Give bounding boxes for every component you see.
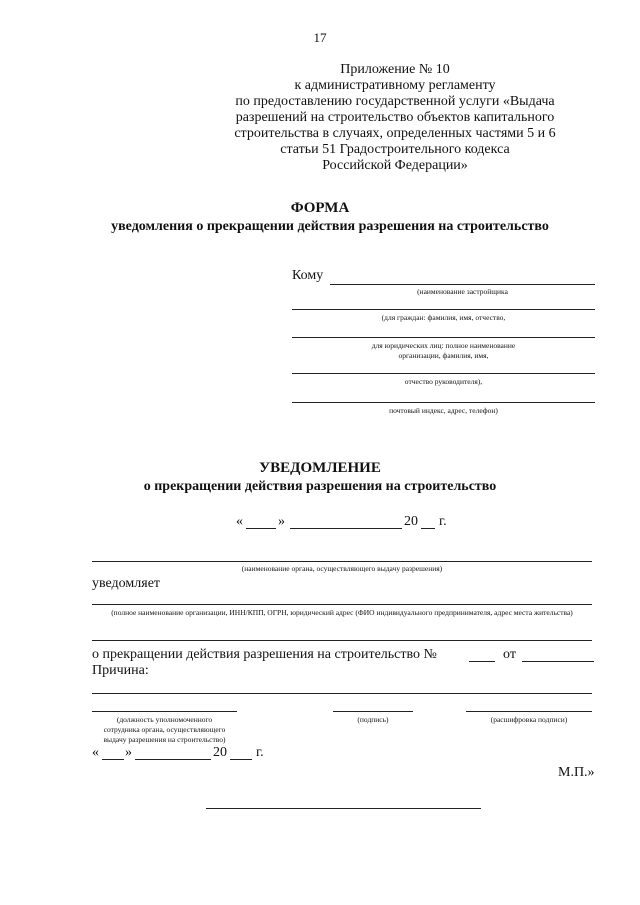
termination-text: о прекращении действия разрешения на строительство №: [92, 647, 437, 662]
bottom-date-open-quote: «: [92, 745, 99, 760]
appendix-line-5: строительства в случаях, определенных частями 5 и 6: [234, 126, 556, 141]
organization-line[interactable]: [92, 604, 592, 605]
reason-line[interactable]: [92, 693, 592, 694]
form-subtitle: уведомления о прекращении действия разрешения на строительство: [111, 219, 549, 234]
organization-hint: (полное наименование организации, ИНН/КПП, ОГРН, юридический адрес (ФИО индивидуального предпринимателя, адрес места жительства): [111, 608, 573, 617]
date-day-field[interactable]: [246, 528, 276, 529]
decoding-line[interactable]: [466, 711, 592, 712]
addressee-line-4[interactable]: [292, 373, 595, 374]
notice-subtitle: о прекращении действия разрешения на строительство: [143, 479, 497, 494]
bottom-date-year-suffix: г.: [256, 745, 264, 760]
page-number: 17: [313, 30, 327, 45]
appendix-line-7: Российской Федерации»: [322, 158, 468, 173]
date-year-field[interactable]: [421, 528, 435, 529]
date-year-suffix: г.: [439, 514, 447, 529]
date-close-quote: »: [278, 514, 285, 529]
position-line[interactable]: [92, 711, 237, 712]
reason-label: Причина:: [92, 663, 149, 678]
position-hint-1: (должность уполномоченного: [116, 715, 213, 724]
addressee-line-3[interactable]: [292, 337, 595, 338]
notifies-label: уведомляет: [92, 576, 161, 591]
organ-hint: (наименование органа, осуществляющего выдачу разрешения): [241, 564, 443, 573]
organ-line[interactable]: [92, 561, 592, 562]
addressee-hint-3a: для юридических лиц: полное наименование: [371, 341, 516, 350]
appendix-line-2: к административному регламенту: [294, 78, 496, 93]
date-year-prefix: 20: [404, 514, 418, 529]
date-month-field[interactable]: [290, 528, 402, 529]
bottom-date-close-quote: »: [125, 745, 132, 760]
addressee-hint-1: (наименование застройщика: [417, 287, 508, 296]
bottom-date-year-field[interactable]: [230, 759, 252, 760]
to-label: Кому: [292, 268, 324, 283]
from-label: от: [503, 647, 516, 662]
date-open-quote: «: [236, 514, 243, 529]
form-title: ФОРМА: [290, 200, 350, 216]
appendix-line-3: по предоставлению государственной услуги «Выдача: [235, 94, 555, 109]
permit-number-field[interactable]: [469, 661, 495, 662]
stamp-label: М.П.»: [558, 765, 595, 780]
organization-line-2[interactable]: [92, 640, 592, 641]
addressee-hint-4: отчество руководителя),: [404, 377, 483, 386]
addressee-hint-5: почтовый индекс, адрес, телефон): [389, 406, 498, 415]
addressee-line-2[interactable]: [292, 309, 595, 310]
addressee-line-1[interactable]: [330, 284, 595, 285]
bottom-date-year-prefix: 20: [213, 745, 227, 760]
signature-line[interactable]: [333, 711, 413, 712]
position-hint-3: выдачу разрешения на строительство): [103, 735, 226, 744]
position-hint: [92, 715, 237, 745]
appendix-line-4: разрешений на строительство объектов капитального: [235, 110, 555, 125]
signature-hint: (подпись): [357, 715, 389, 724]
decoding-hint: (расшифровка подписи): [490, 715, 568, 724]
notice-title: УВЕДОМЛЕНИЕ: [259, 460, 381, 476]
addressee-hint-2: (для граждан: фамилия, имя, отчество,: [381, 313, 506, 322]
position-hint-2: сотрудника органа, осуществляющего: [103, 725, 226, 734]
bottom-rule: [206, 808, 481, 809]
appendix-block: [200, 62, 590, 174]
addressee-hint-3b: организации, фамилия, имя,: [398, 351, 489, 360]
addressee-line-5[interactable]: [292, 402, 595, 403]
appendix-line-1: Приложение № 10: [340, 62, 450, 77]
permit-date-field[interactable]: [522, 661, 594, 662]
addressee-hint-3: [292, 341, 595, 361]
bottom-date-month-field[interactable]: [135, 759, 211, 760]
bottom-date-day-field[interactable]: [102, 759, 124, 760]
appendix-line-6: статьи 51 Градостроительного кодекса: [280, 142, 510, 157]
